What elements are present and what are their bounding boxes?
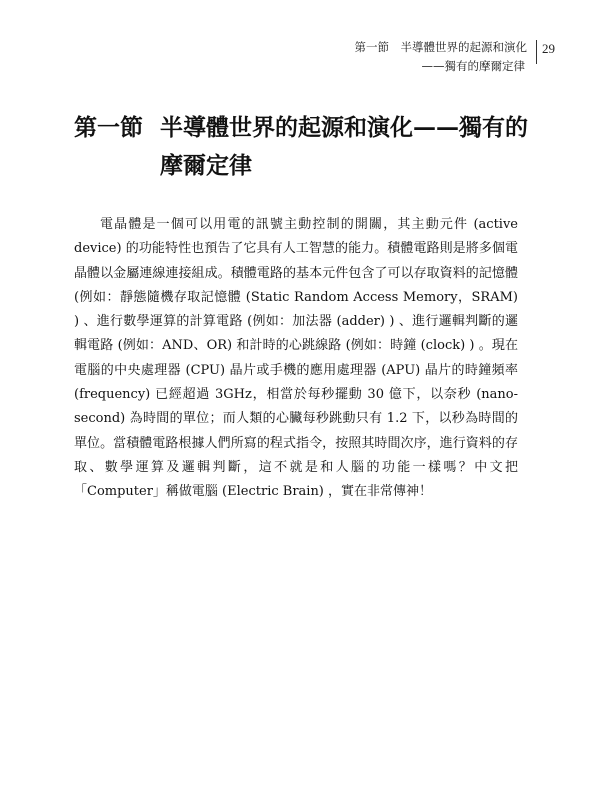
running-header-chapter: 第一節 半導體世界的起源和演化 bbox=[354, 40, 527, 54]
section-title-line2: 摩爾定律 bbox=[160, 152, 252, 179]
page-number: 29 bbox=[542, 41, 555, 56]
running-header-subtitle: ——獨有的摩爾定律 bbox=[421, 59, 525, 73]
body-paragraph: 電晶體是一個可以用電的訊號主動控制的開關，其主動元件 (active device) 的功能特性也預告了它具有人工智慧的能力。積體電路則是將多個電晶體以金屬連線連接組成。積體電路的基本元件包含了可以存取資料的記憶體 (例如：靜態隨機存取記憶體 (Static Random Access Memory，SRAM) ) 、進行數學運算的計算電路 (例如：加法器 (adder) ) 、進行邏輯判斷的邏輯電路 (例如：AND、OR) 和計時的心跳線路 (例如：時鐘 (clock) ) 。現在電腦的中央處理器 (CPU) 晶片或手機的應用處理器 (APU) 晶片的時鐘頻率 (frequency) 已經超過 3GHz，相當於每秒擺動 30 億下，以奈秒 (nano-second) 為時間的單位；而人類的心臟每秒跳動只有 1.2 下，以秒為時間的單位。當積體電路根據人們所寫的程式指令，按照其時間次序，進行資料的存取、數學運算及邏輯判斷，這不就是和人腦的功能一樣嗎？中文把「Computer」稱做電腦 (Electric Brain) ，實在非常傳神！ bbox=[74, 217, 518, 500]
header-divider bbox=[536, 40, 537, 64]
section-title bbox=[74, 109, 544, 185]
running-header bbox=[355, 38, 528, 76]
section-title-line1: 半導體世界的起源和演化——獨有的 bbox=[160, 114, 528, 141]
section-label: 第一節 bbox=[74, 114, 143, 141]
